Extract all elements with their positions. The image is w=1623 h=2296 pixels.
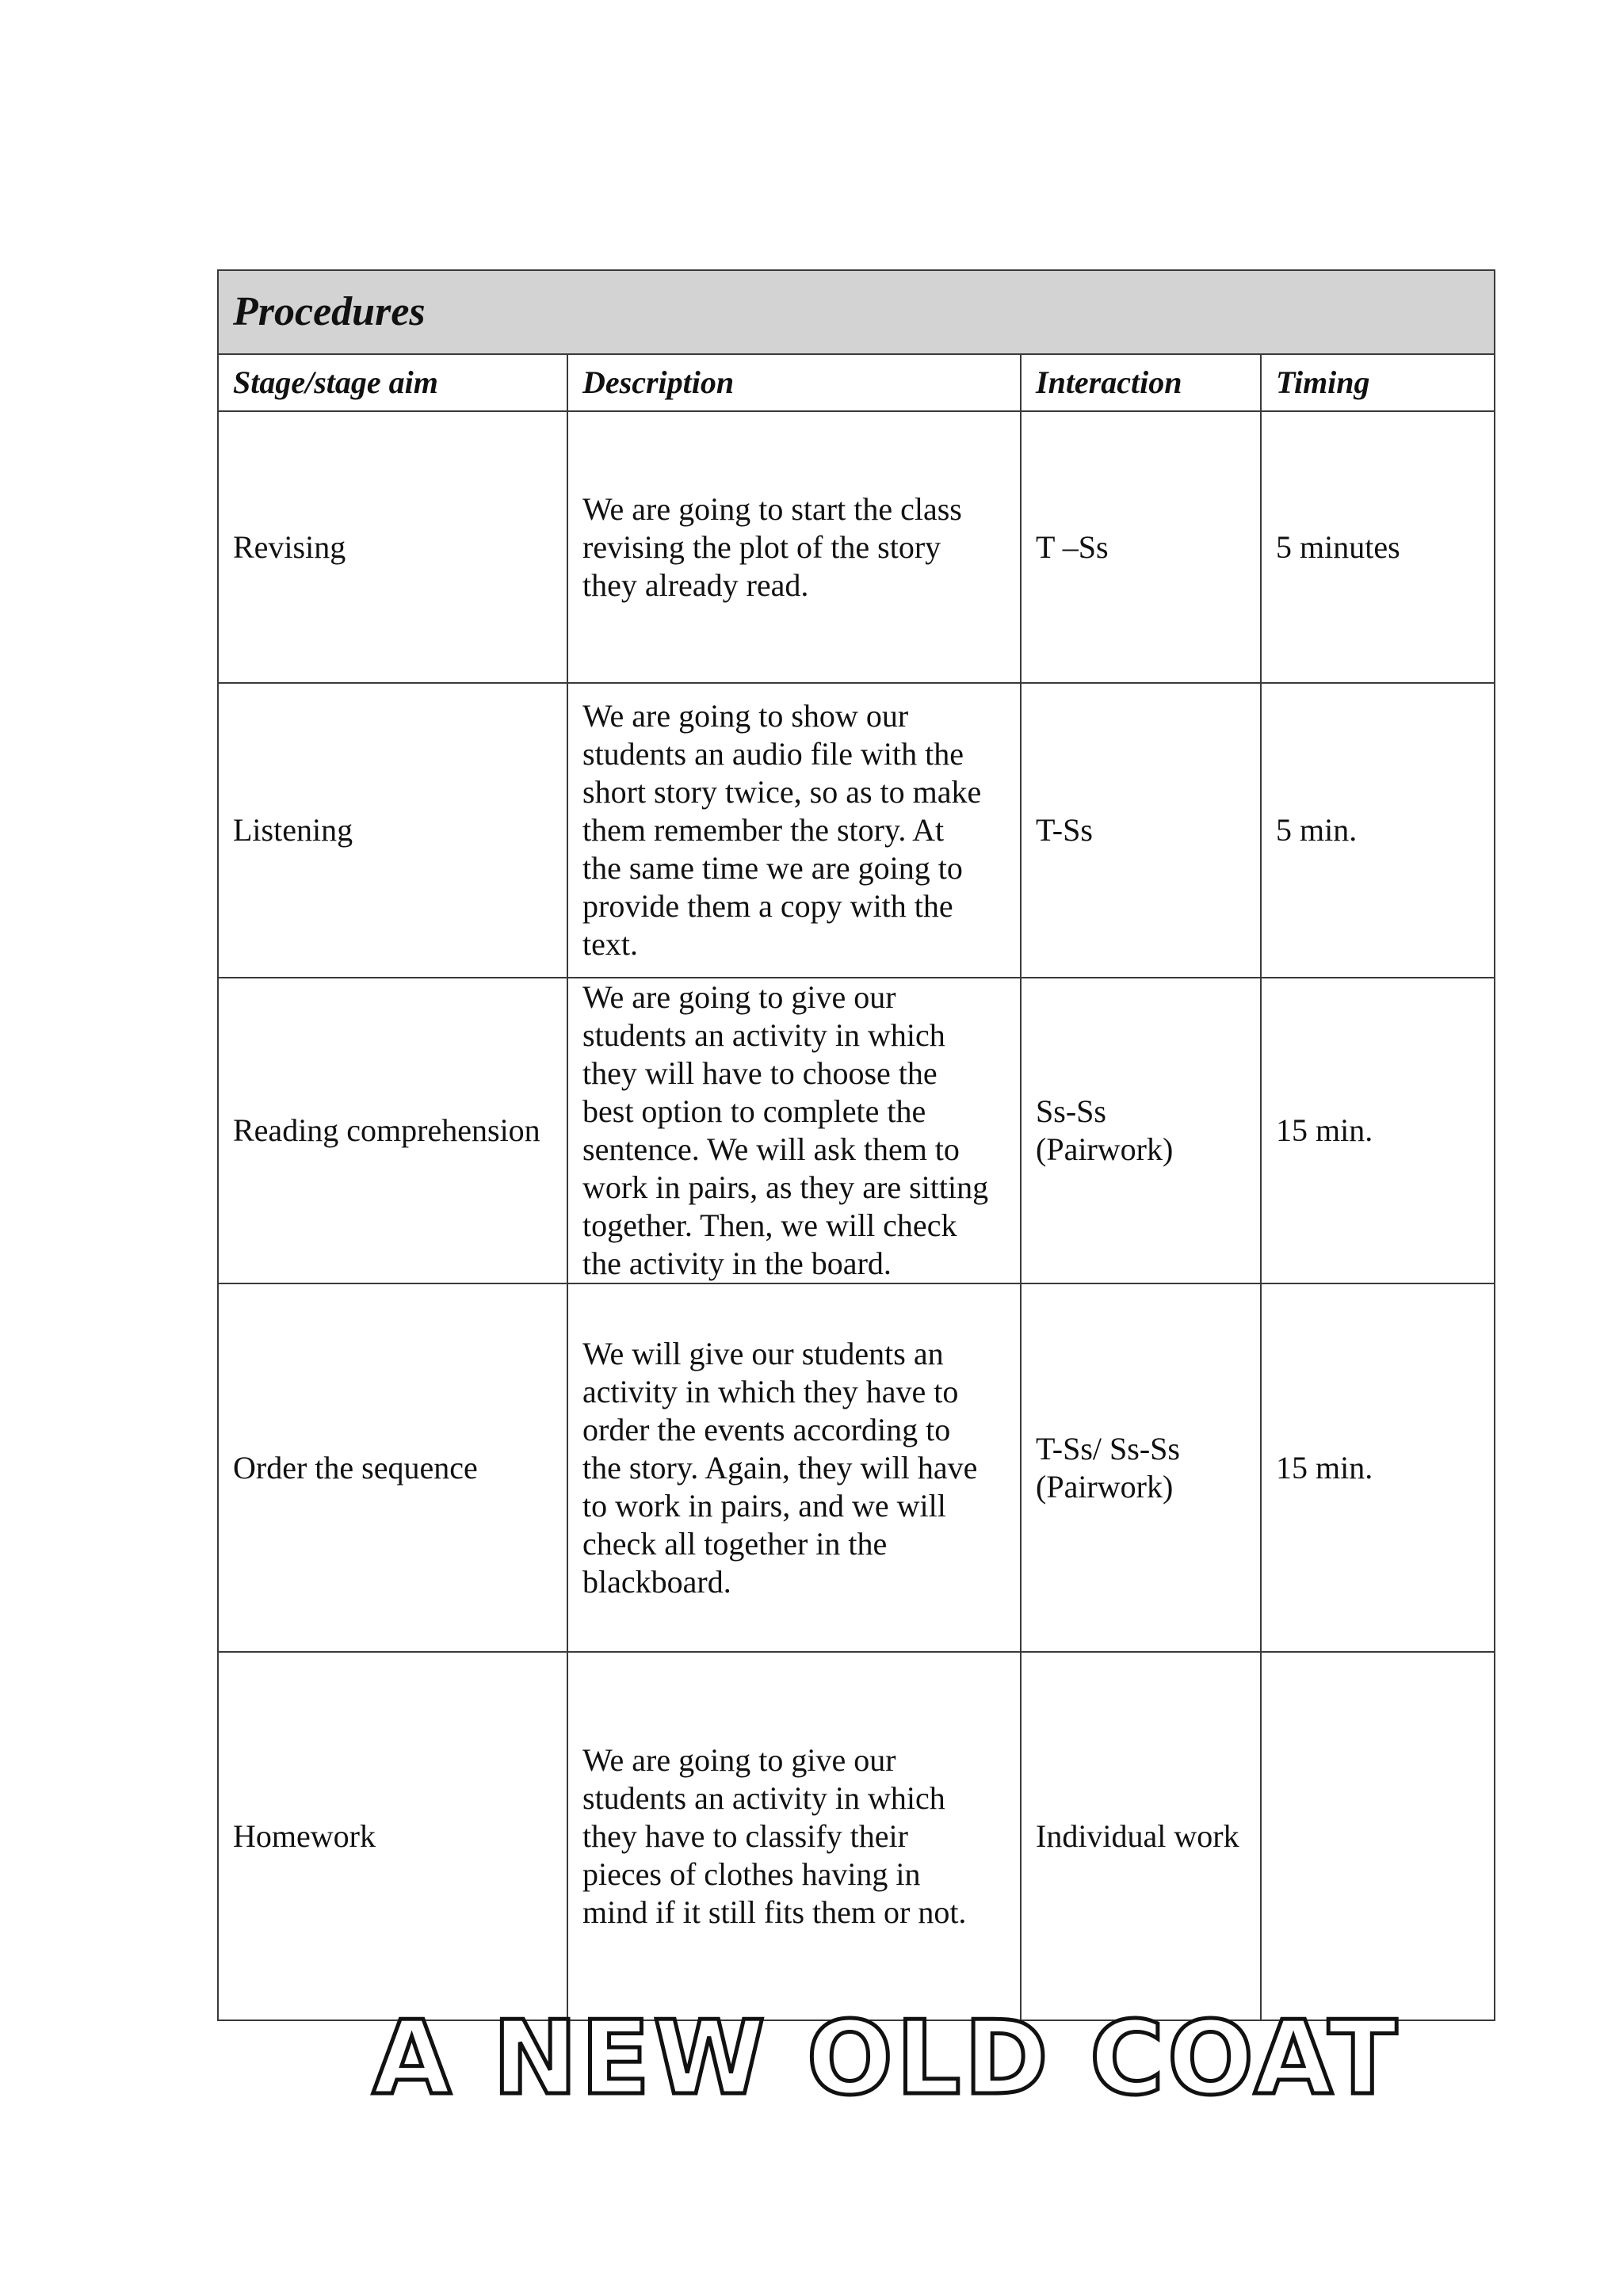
cell-stage: Reading comprehension <box>218 978 567 1283</box>
story-title-logo <box>372 2000 1400 2118</box>
story-title-text: A NEW OLD COAT <box>372 2000 1400 2118</box>
cell-description: We are going to start the class revising the plot of the story they already read. <box>567 411 1021 683</box>
cell-timing: 15 min. <box>1261 978 1495 1283</box>
header-timing: Timing <box>1261 354 1495 411</box>
cell-timing <box>1261 1652 1495 2020</box>
cell-timing: 5 minutes <box>1261 411 1495 683</box>
cell-timing: 5 min. <box>1261 683 1495 978</box>
table-header-row <box>218 354 1495 411</box>
cell-description: We are going to show our students an audio file with the short story twice, so as to make them remember the story. At the same time we are going to provide them a copy with the text. <box>567 683 1021 978</box>
table-row <box>218 1283 1495 1652</box>
table-title-row <box>218 270 1495 354</box>
procedures-table <box>217 269 1495 2021</box>
table-row <box>218 978 1495 1283</box>
cell-stage: Listening <box>218 683 567 978</box>
cell-interaction: T –Ss <box>1021 411 1261 683</box>
table-row <box>218 1652 1495 2020</box>
cell-description: We will give our students an activity in which they have to order the events according to the story. Again, they will have to work in pairs, and we will check all together in the blackboard. <box>567 1283 1021 1652</box>
cell-stage: Revising <box>218 411 567 683</box>
cell-interaction: T-Ss/ Ss-Ss (Pairwork) <box>1021 1283 1261 1652</box>
cell-interaction: Ss-Ss (Pairwork) <box>1021 978 1261 1283</box>
cell-timing: 15 min. <box>1261 1283 1495 1652</box>
header-stage: Stage/stage aim <box>218 354 567 411</box>
table-row <box>218 411 1495 683</box>
cell-interaction: T-Ss <box>1021 683 1261 978</box>
cell-interaction: Individual work <box>1021 1652 1261 2020</box>
header-description: Description <box>567 354 1021 411</box>
cell-stage: Order the sequence <box>218 1283 567 1652</box>
cell-stage: Homework <box>218 1652 567 2020</box>
header-interaction: Interaction <box>1021 354 1261 411</box>
table-row <box>218 683 1495 978</box>
cell-description: We are going to give our students an activity in which they have to classify their pieces of clothes having in mind if it still fits them or not. <box>567 1652 1021 2020</box>
cell-description: We are going to give our students an activity in which they will have to choose the best option to complete the sentence. We will ask them to work in pairs, as they are sitting together. Then, we will check the activity in the board. <box>567 978 1021 1283</box>
table-title: Procedures <box>218 270 1495 354</box>
